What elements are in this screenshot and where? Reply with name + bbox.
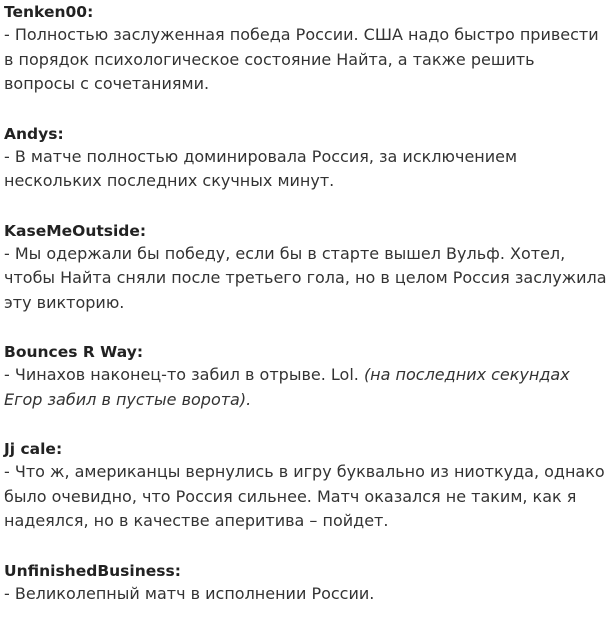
comment-item bbox=[4, 122, 610, 194]
comment-item bbox=[4, 340, 610, 412]
comment-author: Andys: bbox=[4, 124, 64, 143]
comments-list bbox=[4, 0, 610, 631]
comment-text: - Что ж, американцы вернулись в игру буквально из ниоткуда, однако было очевидно, что Россия сильнее. Матч оказался не таким, как я надеялся, но в качестве аперитива – пойдет. bbox=[4, 462, 605, 530]
comment-author: KaseMeOutside: bbox=[4, 221, 147, 240]
comment-author: Tenken00: bbox=[4, 3, 94, 21]
comment-author: UnfinishedBusiness: bbox=[4, 561, 181, 580]
comment-item bbox=[4, 437, 610, 534]
comment-text: - Мы одержали бы победу, если бы в старте вышел Вульф. Хотел, чтобы Найта сняли после третьего гола, но в целом Россия заслужила эту викторию. bbox=[4, 243, 607, 312]
comment-note: (на последних секундах Егор забил в пустые ворота). bbox=[4, 365, 570, 409]
comment-author: Jj cale: bbox=[4, 440, 63, 458]
comment-text: - Чинахов наконец-то забил в отрыве. Lol. (на последних секундах Егор забил в пустые ворота). bbox=[4, 365, 570, 409]
comment-item bbox=[4, 219, 610, 316]
comment-item bbox=[4, 559, 610, 607]
comment-text: - В матче полностью доминировала Россия, за исключением нескольких последних скучных минут. bbox=[4, 146, 518, 190]
comment-text: - Великолепный матч в исполнении России. bbox=[4, 583, 375, 603]
comment-text: - Полностью заслуженная победа России. США надо быстро привести в порядок психологическое состояние Найта, а также решить вопросы с сочетаниями. bbox=[4, 25, 599, 93]
comment-author: Bounces R Way: bbox=[4, 343, 144, 361]
comment-item bbox=[4, 0, 610, 97]
